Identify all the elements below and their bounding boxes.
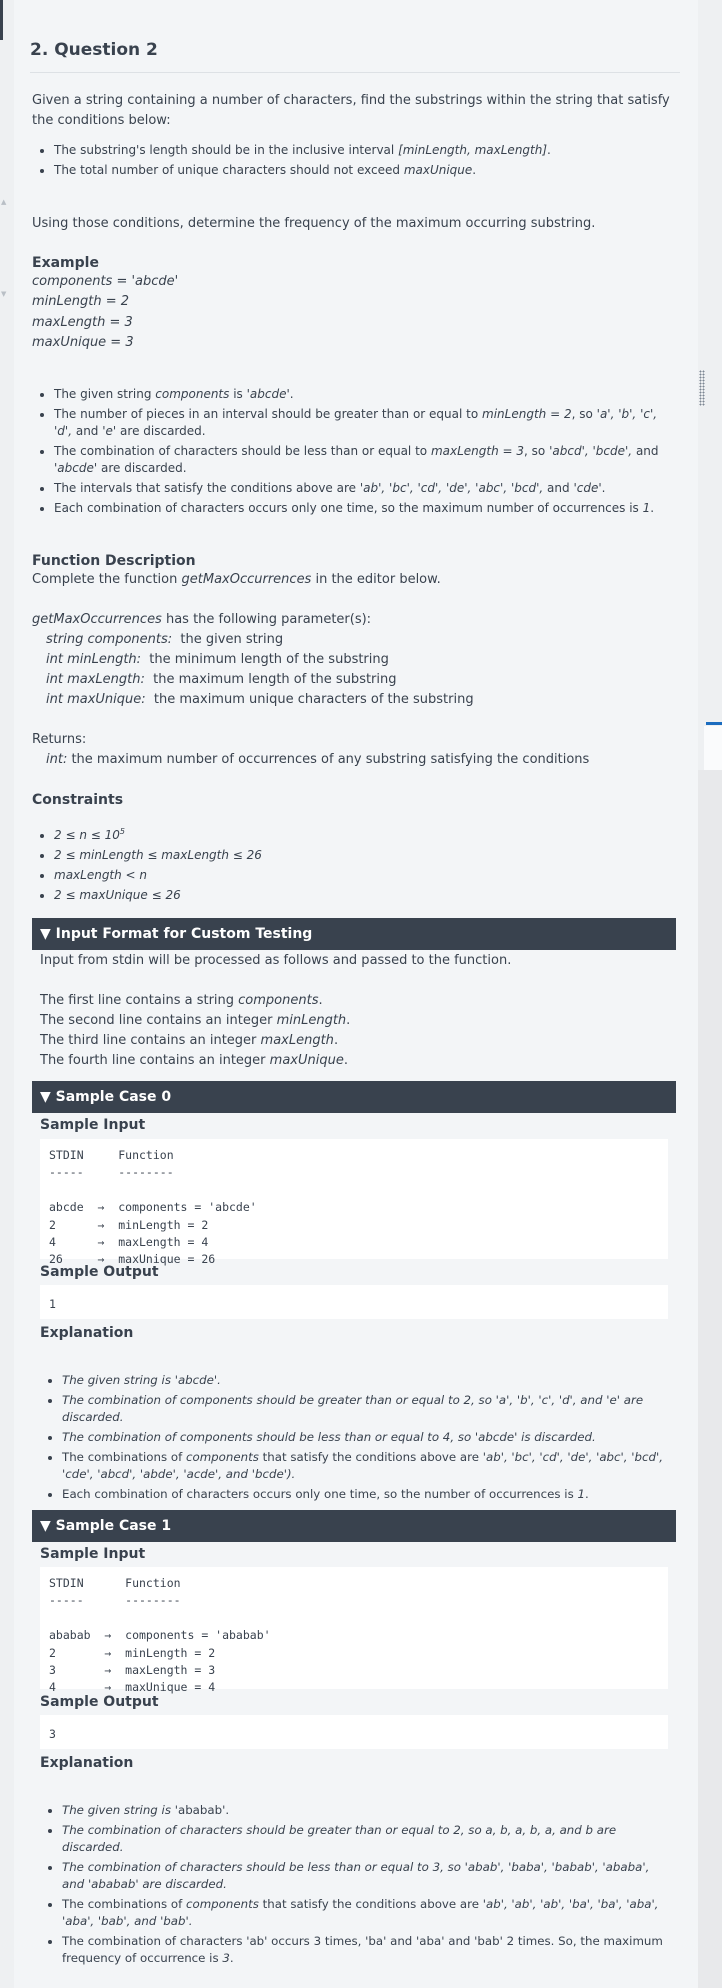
- input-format-line: The first line contains a string components.: [40, 993, 323, 1008]
- code-line: 4 → maxUnique = 4: [49, 1680, 216, 1695]
- sample-case-1-toggle[interactable]: ▼ Sample Case 1: [32, 1510, 676, 1542]
- example-bullets: [32, 386, 678, 517]
- sample-case-0-toggle[interactable]: ▼ Sample Case 0: [32, 1081, 676, 1113]
- input-format-line: The third line contains an integer maxLength.: [40, 1033, 339, 1048]
- code-line: ababab → components = 'ababab': [49, 1628, 271, 1643]
- list-item: • maxLength < n: [54, 867, 678, 884]
- returns-desc: the maximum number of occurrences of any substring satisfying the conditions: [67, 752, 590, 767]
- list-item: • The combination of components should be greater than or equal to 2, so 'a', 'b', 'c', 'd', and 'e' are discarded.: [62, 1392, 670, 1426]
- sample-0-explanation: [40, 1372, 670, 1506]
- code-line: abcde → components = 'abcde': [49, 1200, 257, 1215]
- title-divider: [30, 72, 680, 73]
- function-description-text: Complete the function getMaxOccurrences in the editor below.: [32, 572, 441, 587]
- input-format-toggle[interactable]: ▼ Input Format for Custom Testing: [32, 918, 676, 950]
- code-line: 26 → maxUnique = 26: [49, 1252, 216, 1267]
- sample-output-code: 1: [40, 1285, 668, 1319]
- code-line: 2 → minLength = 2: [49, 1217, 209, 1232]
- sample-input-label: Sample Input: [40, 1117, 146, 1133]
- list-item: • The given string is 'abcde'.: [62, 1372, 670, 1389]
- list-item: • The combination of characters should be greater than or equal to 2, so a, b, a, b, a, and b are discarded.: [62, 1822, 670, 1856]
- list-item: • The combinations of components that satisfy the conditions above are 'ab', 'bc', 'cd', 'de', 'abc', 'bcd', 'cde', 'abcd', 'abde', 'acde', and 'bcde').: [62, 1449, 670, 1483]
- returns-label: Returns:: [32, 732, 87, 747]
- list-item: • The combination of characters 'ab' occurs 3 times, 'ba' and 'aba' and 'bab' 2 times. So, the maximum frequency of occurrence is 3.: [62, 1933, 670, 1967]
- task-text: Using those conditions, determine the frequency of the maximum occurring substring.: [32, 216, 596, 231]
- example-line: minLength = 2: [32, 294, 130, 310]
- param-row: int maxLength: the maximum length of the substring: [46, 672, 397, 687]
- editor-accent-bar: [706, 722, 722, 725]
- collapse-up-icon[interactable]: ▲: [1, 198, 7, 206]
- code-line: [49, 1610, 659, 1627]
- list-item: • The total number of unique characters should not exceed maxUnique.: [54, 162, 678, 179]
- collapse-down-icon[interactable]: ▼: [1, 290, 7, 298]
- list-item: • The number of pieces in an interval should be greater than or equal to minLength = 2, so 'a', 'b', 'c', 'd', and 'e' are discarded.: [54, 406, 678, 440]
- input-format-line: The fourth line contains an integer maxUnique.: [40, 1053, 348, 1068]
- params-list: [32, 630, 678, 710]
- example-explanation: [32, 386, 678, 520]
- list-item: • The combinations of components that satisfy the conditions above are 'ab', 'ab', 'ab', 'ba', 'ba', 'aba', 'aba', 'bab', and 'bab'.: [62, 1896, 670, 1930]
- list-item: • The combination of characters should be less than or equal to maxLength = 3, so 'abcd', 'bcde', and 'abcde' are discarded.: [54, 443, 678, 477]
- function-description-heading: Function Description: [32, 553, 196, 569]
- params-intro: getMaxOccurrences has the following parameter(s):: [32, 612, 372, 627]
- list-item: • $2 \le n \le 10^5$: [54, 823, 678, 844]
- example-line: maxLength = 3: [32, 314, 133, 330]
- sample-1-explanation: [40, 1802, 670, 1970]
- sample-output-label: Sample Output: [40, 1264, 159, 1280]
- conditions-bullets: [32, 142, 678, 179]
- list-item: • The given string components is 'abcde'.: [54, 386, 678, 403]
- code-line: STDIN Function: [49, 1576, 181, 1590]
- list-item: • The intervals that satisfy the conditions above are 'ab', 'bc', 'cd', 'de', 'abc', 'bcd', and 'cde'.: [54, 480, 678, 497]
- conditions-list: [32, 142, 678, 182]
- list-item: • The substring's length should be in the inclusive interval [minLength, maxLength].: [54, 142, 678, 159]
- panel-edge-marker: [0, 0, 3, 40]
- list-item: • 2 ≤ minLength ≤ maxLength ≤ 26: [54, 847, 678, 864]
- explanation-label: Explanation: [40, 1755, 134, 1771]
- input-format-line: The second line contains an integer minLength.: [40, 1013, 351, 1028]
- param-row: int minLength: the minimum length of the substring: [46, 652, 389, 667]
- input-format-intro: Input from stdin will be processed as follows and passed to the function.: [40, 953, 512, 968]
- constraints-bullets: [32, 823, 678, 904]
- code-line: 3 → maxLength = 3: [49, 1662, 216, 1677]
- code-line: [49, 1182, 659, 1199]
- intro-text: Given a string containing a number of characters, find the substrings within the string that satisfy the conditions below:: [32, 93, 670, 128]
- returns-row: [32, 750, 678, 770]
- code-line: 4 → maxLength = 4: [49, 1234, 209, 1249]
- sample-input-label: Sample Input: [40, 1546, 146, 1562]
- explanation-bullets: [40, 1802, 670, 1967]
- sample-output-label: Sample Output: [40, 1694, 159, 1710]
- sample-input-code: [40, 1139, 668, 1267]
- returns-type: int:: [46, 752, 68, 767]
- list-item: • The combination of components should be less than or equal to 4, so 'abcde' is discarded.: [62, 1429, 670, 1446]
- code-line: STDIN Function: [49, 1148, 174, 1162]
- resize-handle-icon[interactable]: [699, 370, 705, 406]
- question-title: 2. Question 2: [30, 40, 158, 60]
- example-values: [32, 272, 678, 353]
- list-item: • The combination of characters should be less than or equal to 3, so 'abab', 'baba', 'babab', 'ababa', and 'ababab' are discarded.: [62, 1859, 670, 1893]
- constraints-list: [32, 823, 678, 907]
- sample-input-code: [40, 1567, 668, 1695]
- editor-edge: [704, 726, 722, 770]
- example-heading: Example: [32, 255, 99, 271]
- code-line: 2 → minLength = 2: [49, 1645, 216, 1660]
- list-item: • The given string is 'ababab'.: [62, 1802, 670, 1819]
- list-item: • Each combination of characters occurs only one time, so the maximum number of occurrences is 1.: [54, 500, 678, 517]
- example-line: components = 'abcde': [32, 274, 179, 289]
- input-format-lines: [40, 991, 686, 1071]
- param-row: string components: the given string: [46, 632, 284, 647]
- explanation-label: Explanation: [40, 1325, 134, 1341]
- list-item: • 2 ≤ maxUnique ≤ 26: [54, 887, 678, 904]
- code-line: ----- --------: [49, 1165, 174, 1180]
- constraints-heading: Constraints: [32, 792, 124, 808]
- list-item: • Each combination of characters occurs only one time, so the number of occurrences is 1.: [62, 1486, 670, 1503]
- left-panel-edge: [0, 0, 14, 1988]
- code-line: ----- --------: [49, 1593, 181, 1608]
- sample-output-code: 3: [40, 1715, 668, 1749]
- example-line: maxUnique = 3: [32, 334, 134, 350]
- param-row: int maxUnique: the maximum unique characters of the substring: [46, 692, 474, 707]
- explanation-bullets: [40, 1372, 670, 1503]
